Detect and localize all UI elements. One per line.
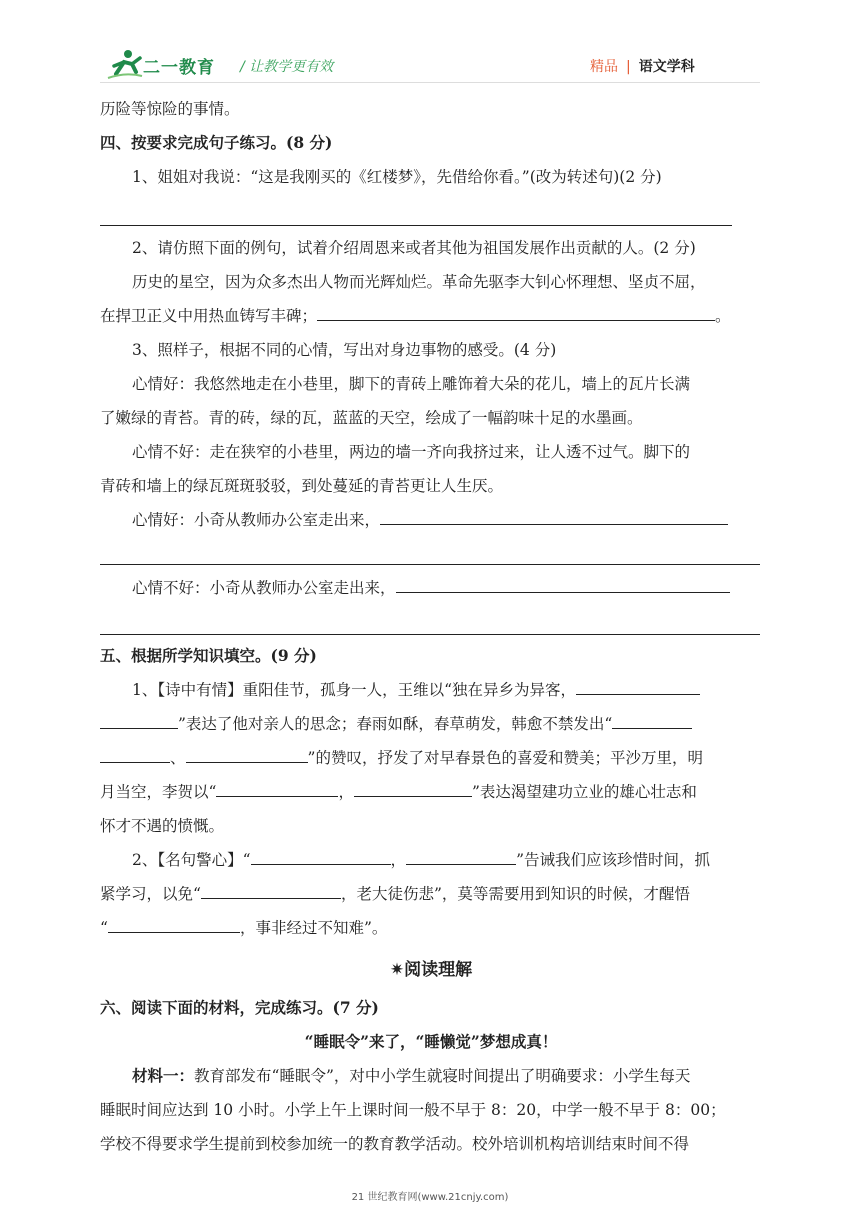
- question-4-1: 1、姐姐对我说：“这是我刚买的《红楼梦》，先借给你看。”(改为转述句)(2 分): [132, 168, 662, 186]
- slogan: / 让教学更有效: [240, 59, 334, 75]
- header-divider: [100, 82, 760, 83]
- answer-blank[interactable]: [100, 742, 170, 763]
- punctuation: 、: [170, 749, 186, 767]
- question-text: ，老大徒伤悲”，莫等需要用到知识的时候，才醒悟: [340, 885, 690, 903]
- question-5-1-line-2: [100, 707, 762, 741]
- example-text: 在捍卫正义中用热血铸写丰碑；: [100, 307, 318, 325]
- section-4-title: 四、按要求完成句子练习。(8 分): [100, 133, 333, 152]
- question-text: ，事非经过不知难”。: [239, 919, 388, 937]
- answer-blank[interactable]: [612, 708, 692, 729]
- bad-mood-line-2: 青砖和墙上的绿瓦斑斑驳驳，到处蔓延的青苔更让人生厌。: [100, 477, 504, 495]
- question-5-1-line-3: [100, 741, 762, 775]
- page-header: [0, 0, 860, 90]
- page-footer: 21 世纪教育网(www.21cnjy.com): [351, 1192, 509, 1203]
- question-5-2-line-1: [100, 843, 762, 877]
- answer-blank-bad-mood[interactable]: [396, 572, 730, 593]
- punctuation: ，: [338, 783, 354, 801]
- question-text: 月当空，李贺以“: [100, 783, 217, 801]
- punctuation: ，: [390, 851, 407, 869]
- question-text: ”表达了他对亲人的思念；春雨如酥，春草萌发，韩愈不禁发出“: [178, 715, 613, 733]
- question-text: “: [100, 919, 108, 937]
- subject-label: 语文学科: [638, 59, 695, 75]
- material-label: 材料一：: [132, 1066, 195, 1085]
- question-text: ”表达渴望建功立业的雄心壮志和: [471, 783, 697, 801]
- answer-blank[interactable]: [216, 776, 338, 797]
- question-text: ”告诫我们应该珍惜时间，抓: [516, 851, 710, 869]
- prompt-text: 心情好：小奇从教师办公室走出来，: [132, 511, 381, 529]
- reading-section-title: ✷阅读理解: [389, 960, 473, 980]
- example-line-2: [100, 299, 762, 333]
- material-1-line-3: 学校不得要求学生提前到校参加统一的教育教学活动。校外培训机构培训结束时间不得: [100, 1135, 690, 1153]
- answer-blank-4-2[interactable]: [317, 300, 715, 321]
- answer-blank-good-mood[interactable]: [380, 504, 728, 525]
- material-text: 教育部发布“睡眠令”，对中小学生就寝时间提出了明确要求：小学生每天: [194, 1067, 691, 1085]
- answer-blank[interactable]: [251, 844, 391, 865]
- text-line: 历险等惊险的事情。: [100, 100, 240, 118]
- article-title: “睡眠令”来了，“睡懒觉”梦想成真！: [304, 1032, 558, 1051]
- answer-blank[interactable]: [406, 844, 516, 865]
- question-5-1-line-4: [100, 775, 762, 809]
- good-mood-prompt: [100, 503, 762, 537]
- header-separator: |: [626, 59, 631, 75]
- answer-blank[interactable]: [108, 912, 240, 933]
- question-5-1-line-5: 怀才不遇的愤慨。: [100, 817, 225, 835]
- answer-blank[interactable]: [576, 674, 700, 695]
- question-text: 1、【诗中有情】重阳佳节，孤身一人，王维以“独在异乡为异客，: [132, 681, 577, 699]
- section-5-title: 五、根据所学知识填空。(9 分): [100, 646, 317, 665]
- material-1-line-2: 睡眠时间应达到 10 小时。小学上午上课时间一般不早于 8：20，中学一般不早于 8：00；: [100, 1101, 726, 1119]
- header-subject: [590, 56, 695, 76]
- question-5-2-line-2: [100, 877, 762, 911]
- question-4-3: 3、照样子，根据不同的心情，写出对身边事物的感受。(4 分): [132, 341, 557, 359]
- question-text: 2、【名句警心】“: [132, 851, 251, 869]
- logo-text: 二一教育: [143, 58, 215, 78]
- good-mood-line-2: 了嫩绿的青苔。青的砖，绿的瓦，蓝蓝的天空，绘成了一幅韵味十足的水墨画。: [100, 409, 643, 427]
- answer-blank[interactable]: [100, 708, 178, 729]
- question-4-2: 2、请仿照下面的例句，试着介绍周恩来或者其他为祖国发展作出贡献的人。(2 分): [132, 239, 696, 257]
- worksheet-body: [100, 92, 762, 1161]
- answer-blank[interactable]: [354, 776, 472, 797]
- period: 。: [715, 307, 731, 325]
- quality-tag: 精品: [590, 59, 618, 75]
- question-5-1-line-1: [100, 673, 762, 707]
- question-5-2-line-3: [100, 911, 762, 945]
- answer-blank[interactable]: [186, 742, 308, 763]
- good-mood-line-1: 心情好：我悠然地走在小巷里，脚下的青砖上雕饰着大朵的花儿，墙上的瓦片长满: [132, 375, 691, 393]
- material-1-line-1: [100, 1059, 762, 1093]
- section-6-title: 六、阅读下面的材料，完成练习。(7 分): [100, 998, 379, 1017]
- bad-mood-prompt: [100, 571, 762, 605]
- bad-mood-line-1: 心情不好：走在狭窄的小巷里，两边的墙一齐向我挤过来，让人透不过气。脚下的: [132, 443, 691, 461]
- prompt-text: 心情不好：小奇从教师办公室走出来，: [132, 579, 396, 597]
- answer-blank[interactable]: [201, 878, 341, 899]
- question-text: ”的赞叹，抒发了对早春景色的喜爱和赞美；平沙万里，明: [307, 749, 703, 767]
- question-text: 紧学习，以免“: [100, 885, 201, 903]
- example-line-1: 历史的星空，因为众多杰出人物而光辉灿烂。革命先驱李大钊心怀理想、坚贞不屈，: [132, 273, 706, 291]
